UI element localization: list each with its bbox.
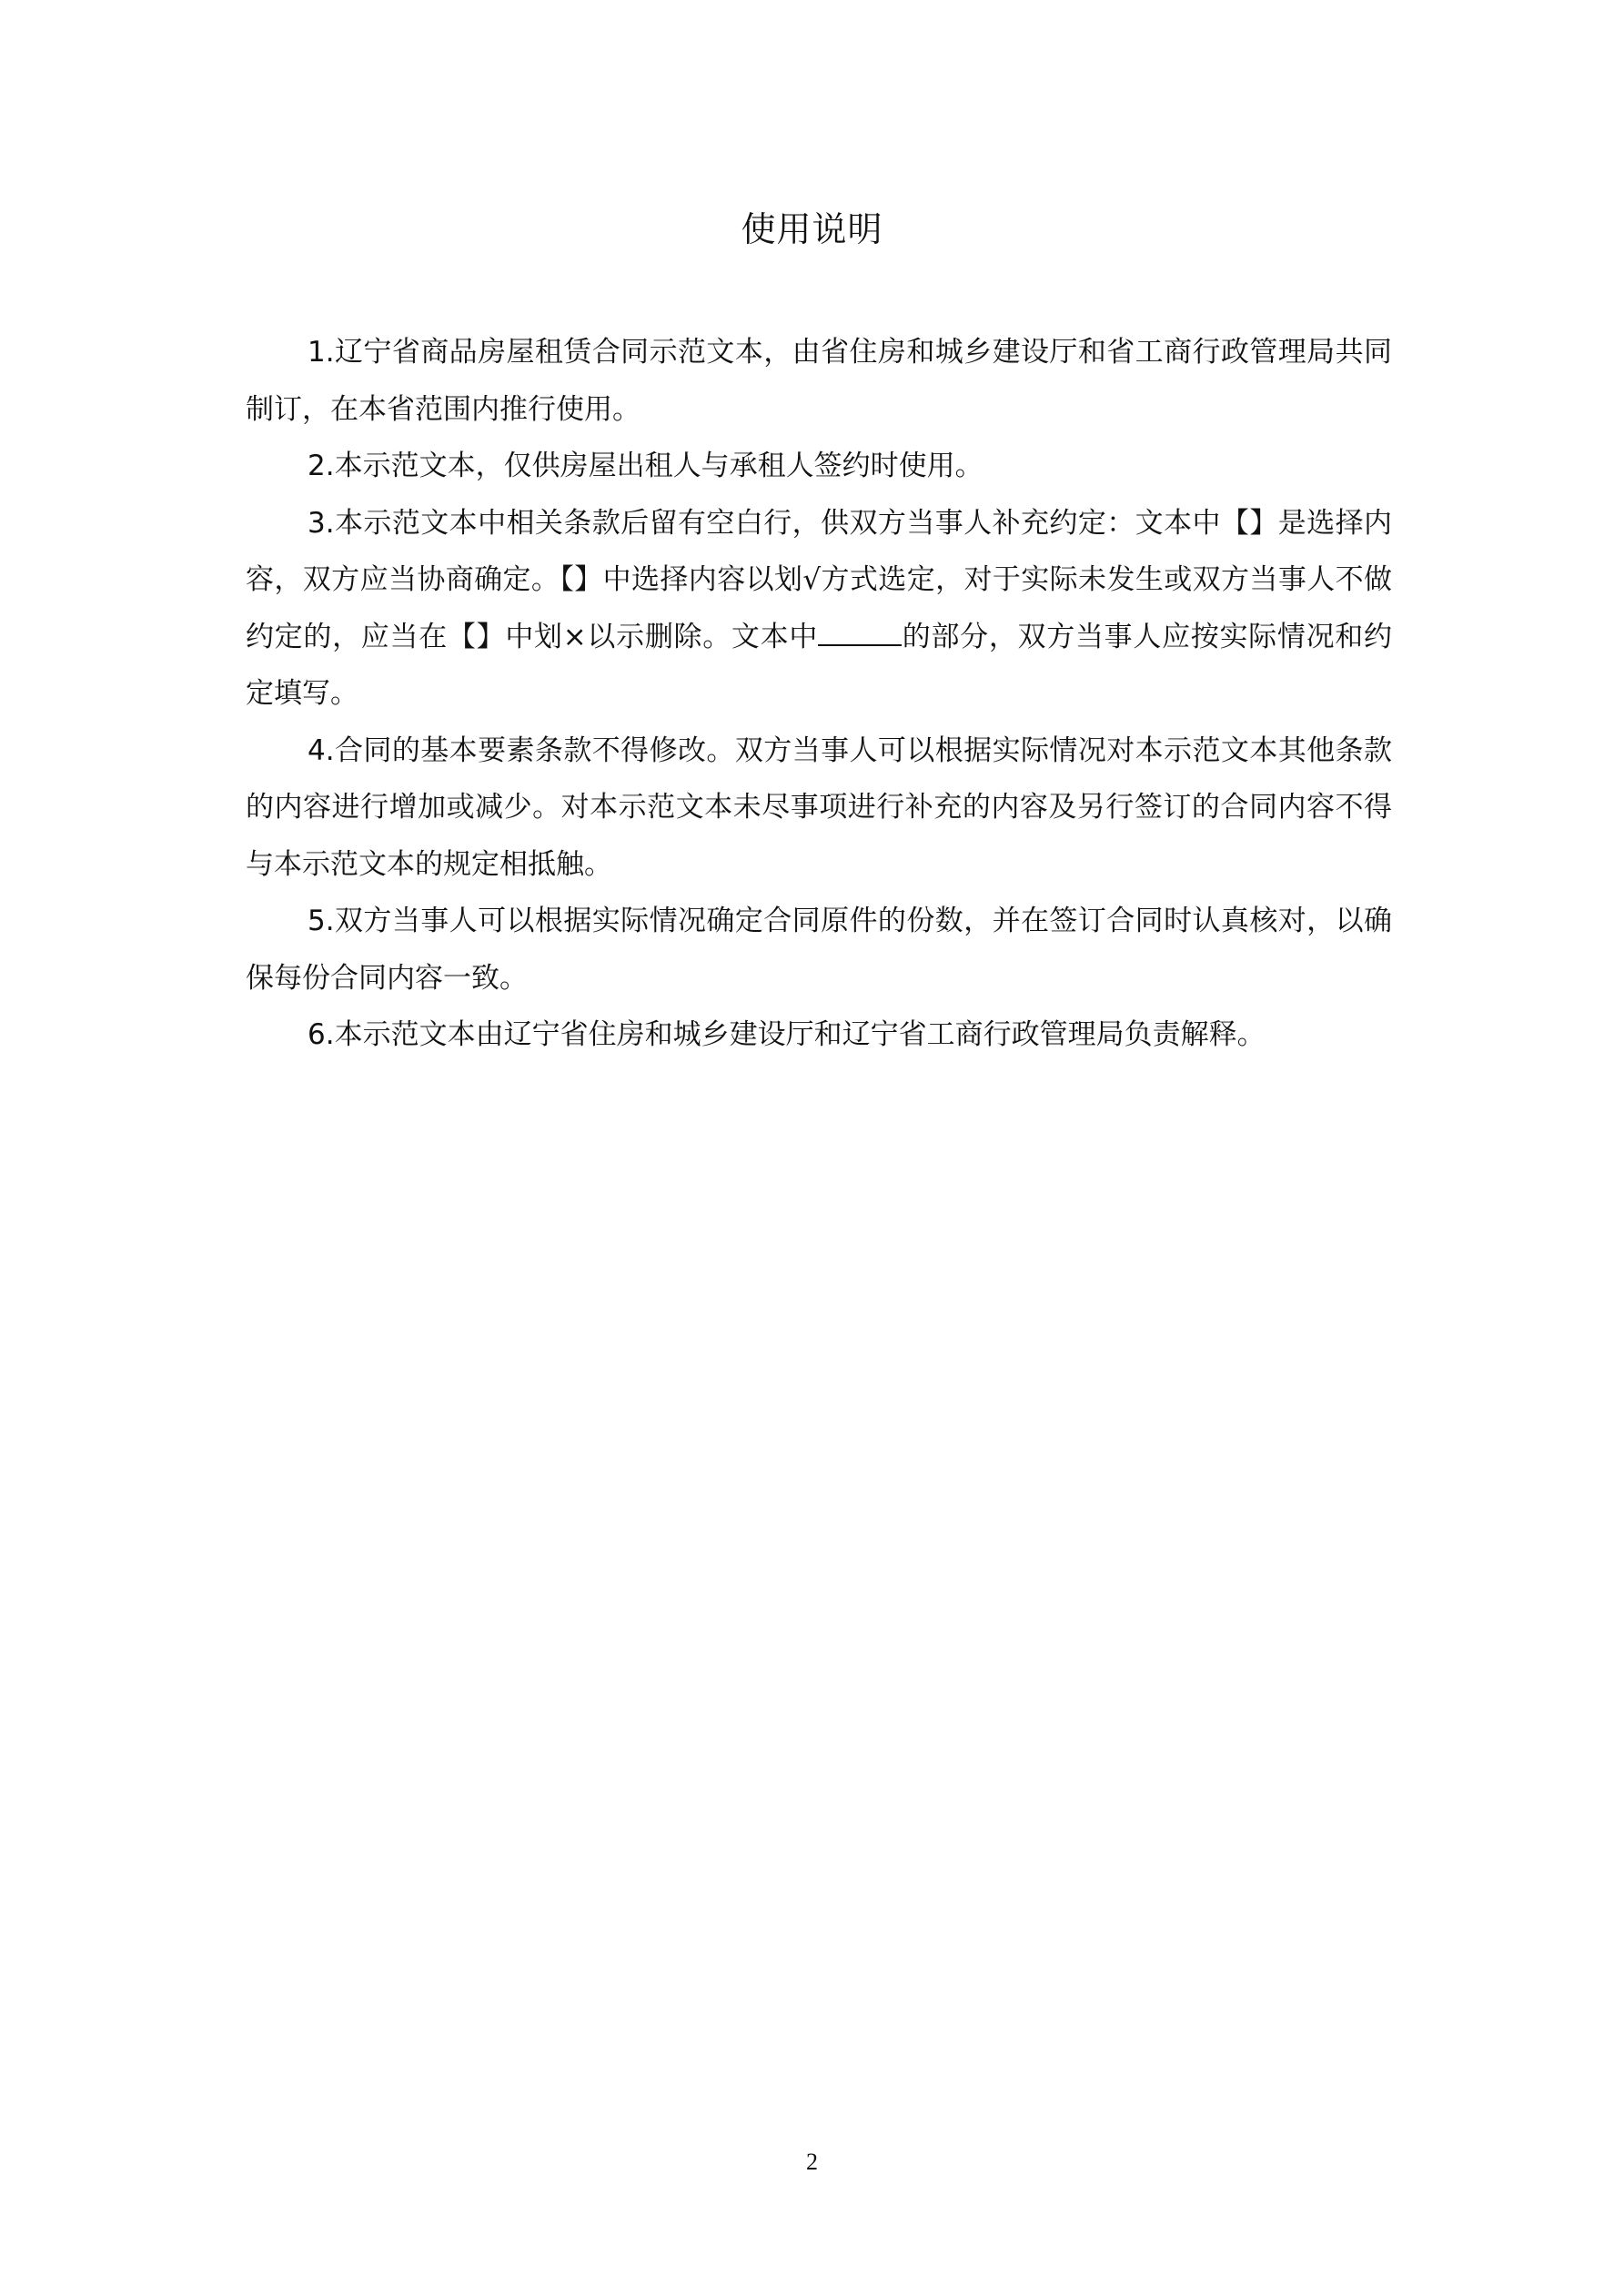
page-title: 使用说明 <box>741 209 883 249</box>
page-number: 2 <box>806 2149 818 2175</box>
paragraph-1: 1.辽宁省商品房屋租赁合同示范文本，由省住房和城乡建设厅和省工商行政管理局共同制订，在本省范围内推行使用。 <box>246 336 1392 426</box>
paragraph-3-text-before-blank: 3.本示范文本中相关条款后留有空白行，供双方当事人补充约定：文本中【】是选择内容，双方应当协商确定。【】中选择内容以划√方式选定，对于实际未发生或双方当事人不做约定的，应当在【】中划×以示删除。文本中 <box>246 506 1392 653</box>
fill-in-blank-line <box>818 621 902 646</box>
paragraph-5: 5.双方当事人可以根据实际情况确定合同原件的份数，并在签订合同时认真核对，以确保每份合同内容一致。 <box>246 905 1392 995</box>
paragraph-6: 6.本示范文本由辽宁省住房和城乡建设厅和辽宁省工商行政管理局负责解释。 <box>308 1018 1266 1051</box>
paragraph-3-text-after-blank: 的部分，双方当事人应按实际情况和约定填写。 <box>246 620 1392 710</box>
paragraph-4: 4.合同的基本要素条款不得修改。双方当事人可以根据实际情况对本示范文本其他条款的内容进行增加或减少。对本示范文本未尽事项进行补充的内容及另行签订的合同内容不得与本示范文本的规定相抵触。 <box>246 733 1392 881</box>
instructions-body <box>246 324 1392 1064</box>
paragraph-2: 2.本示范文本，仅供房屋出租人与承租人签约时使用。 <box>308 450 983 482</box>
paragraph-3 <box>246 495 1392 723</box>
